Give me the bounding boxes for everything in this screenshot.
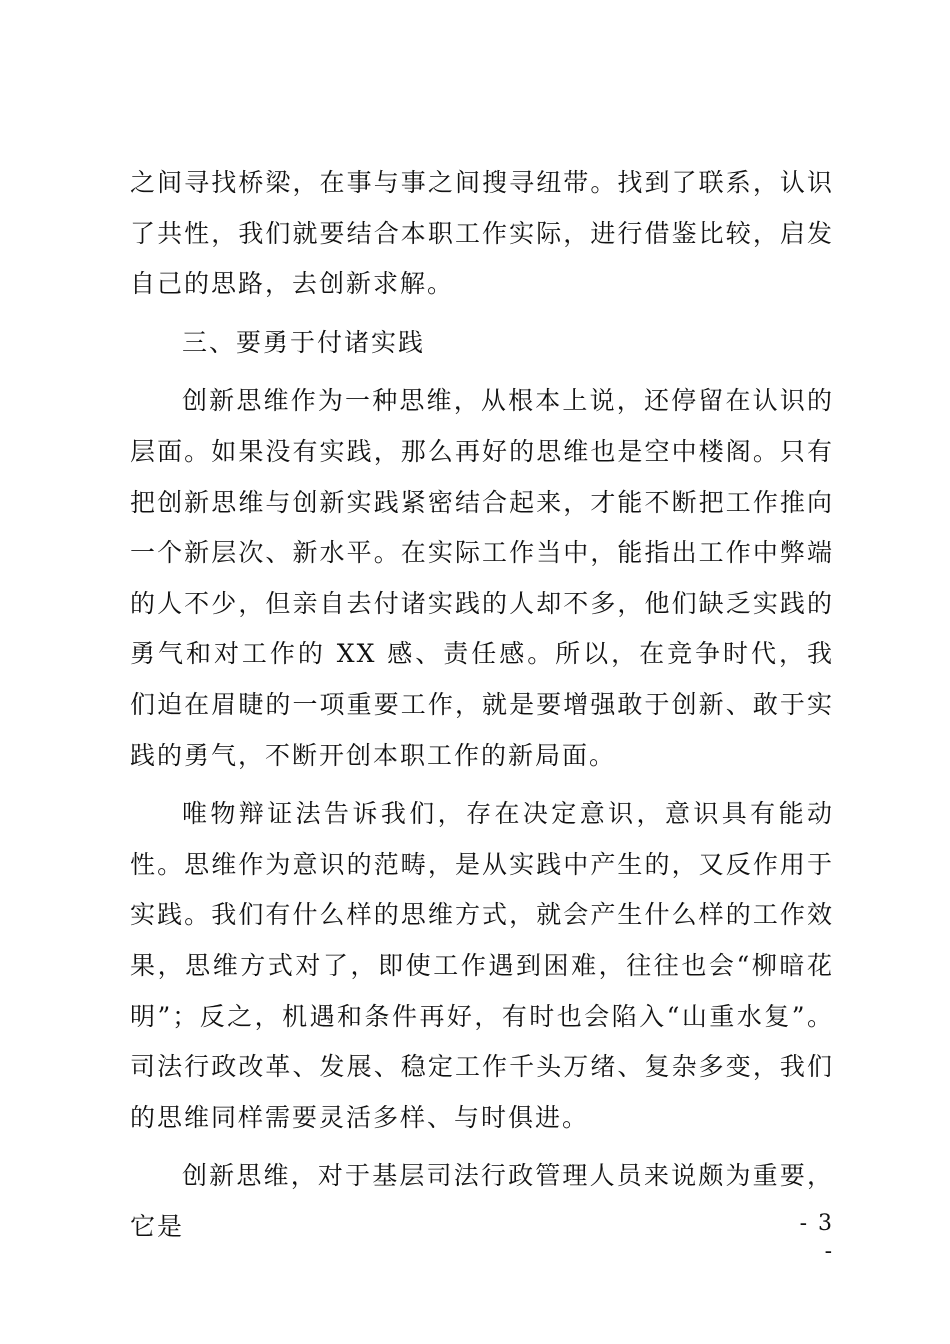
paragraph-continuation: 之间寻找桥梁，在事与事之间搜寻纽带。找到了联系，认识了共性，我们就要结合本职工作实际，进行借鉴比较，启发自己的思路，去创新求解。 [130, 168, 834, 299]
document-body [130, 158, 834, 1252]
page-number: - 3 - [799, 1211, 834, 1264]
section-heading: 三、要勇于付诸实践 [182, 327, 426, 357]
paragraph-practice: 创新思维作为一种思维，从根本上说，还停留在认识的层面。如果没有实践，那么再好的思维也是空中楼阁。只有把创新思维与创新实践紧密结合起来，才能不断把工作推向一个新层次、新水平。在实际工作当中，能指出工作中弊端的人不少，但亲自去付诸实践的人却不多，他们缺乏实践的勇气和对工作的 XX 感、责任感。所以，在竞争时代，我们迫在眉睫的一项重要工作，就是要增强敢于创新、敢于实践的勇气，不断开创本职工作的新局面。 [130, 386, 834, 770]
paragraph-innovation-thinking: 创新思维，对于基层司法行政管理人员来说颇为重要，它是 [130, 1161, 834, 1241]
paragraph-dialectics: 唯物辩证法告诉我们，存在决定意识，意识具有能动性。思维作为意识的范畴，是从实践中产生的，又反作用于实践。我们有什么样的思维方式，就会产生什么样的工作效果，思维方式对了，即使工作遇到困难，往往也会“柳暗花明”；反之，机遇和条件再好，有时也会陷入“山重水复”。司法行政改革、发展、稳定工作千头万绪、复杂多变，我们的思维同样需要灵活多样、与时俱进。 [130, 799, 834, 1132]
